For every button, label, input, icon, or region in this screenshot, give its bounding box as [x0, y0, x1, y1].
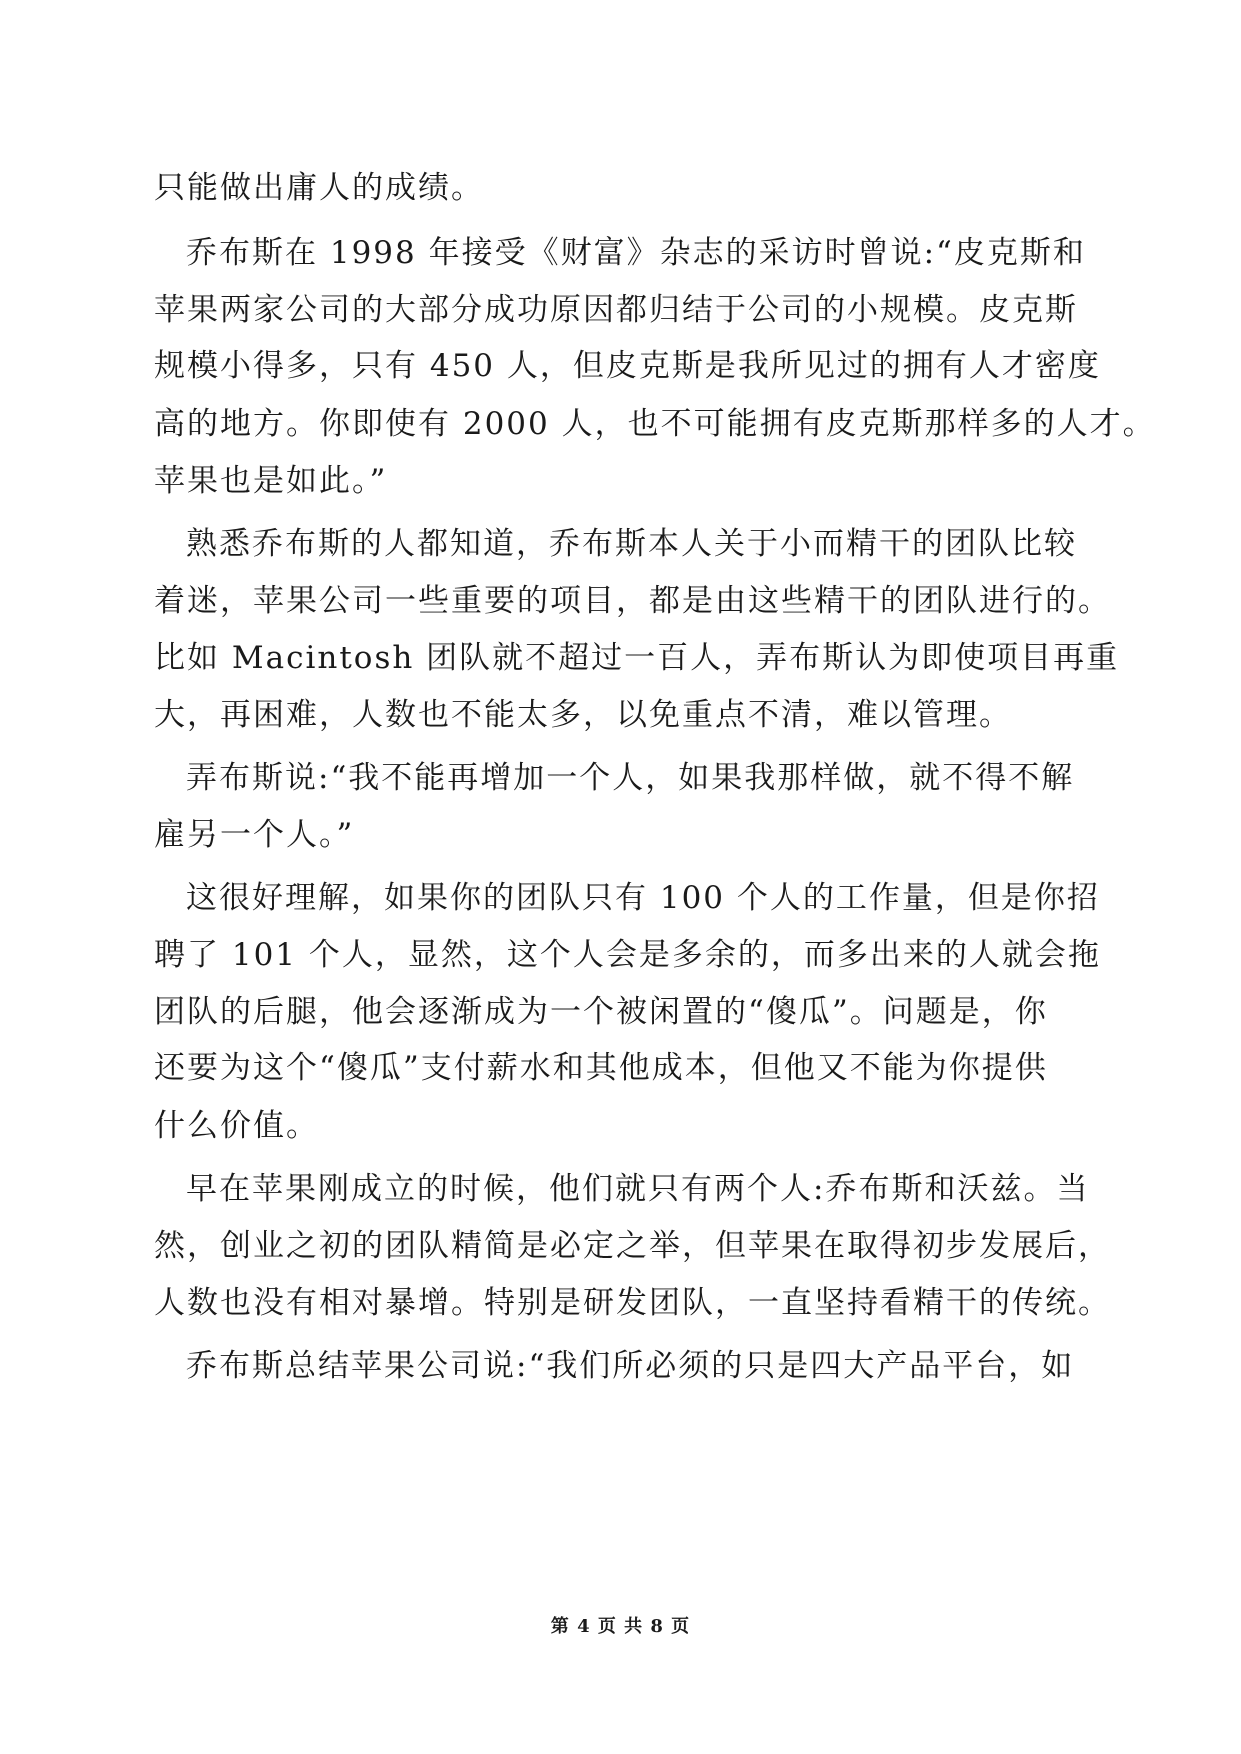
text-line: 苹果两家公司的大部分成功原因都归结于公司的小规模。皮克斯	[154, 292, 1078, 328]
text-line: 团队的后腿，他会逐渐成为一个被闲置的“傻瓜”。问题是，你	[154, 994, 1048, 1030]
text-line: 乔布斯在 1998 年接受《财富》杂志的采访时曾说:“皮克斯和	[186, 235, 1086, 271]
text-line: 这很好理解，如果你的团队只有 100 个人的工作量，但是你招	[186, 880, 1100, 916]
text-line: 弄布斯说:“我不能再增加一个人，如果我那样做，就不得不解	[186, 760, 1075, 796]
text-line: 规模小得多，只有 450 人，但皮克斯是我所见过的拥有人才密度	[154, 348, 1101, 384]
text-line: 高的地方。你即使有 2000 人，也不可能拥有皮克斯那样多的人才。	[154, 406, 1156, 442]
text-line: 雇另一个人。”	[154, 817, 355, 853]
text-line: 然，创业之初的团队精简是必定之举，但苹果在取得初步发展后，	[154, 1228, 1111, 1264]
page-footer: 第 4 页 共 8 页	[550, 1616, 691, 1637]
text-line: 还要为这个“傻瓜”支付薪水和其他成本，但他又不能为你提供	[154, 1050, 1048, 1086]
text-line: 人数也没有相对暴增。特别是研发团队，一直坚持看精干的传统。	[154, 1285, 1111, 1321]
text-line: 苹果也是如此。”	[154, 463, 388, 499]
text-line: 大，再困难，人数也不能太多，以免重点不清，难以管理。	[154, 697, 1012, 733]
text-line: 比如 Macintosh 团队就不超过一百人，弄布斯认为即使项目再重	[154, 640, 1120, 676]
text-line: 乔布斯总结苹果公司说:“我们所必须的只是四大产品平台，如	[186, 1348, 1075, 1384]
text-line: 着迷，苹果公司一些重要的项目，都是由这些精干的团队进行的。	[154, 583, 1111, 619]
text-line: 早在苹果刚成立的时候，他们就只有两个人:乔布斯和沃兹。当	[186, 1171, 1090, 1207]
text-line: 什么价值。	[154, 1108, 319, 1144]
text-line: 熟悉乔布斯的人都知道，乔布斯本人关于小而精干的团队比较	[186, 526, 1077, 562]
text-line: 聘了 101 个人，显然，这个人会是多余的，而多出来的人就会拖	[154, 937, 1101, 973]
text-line: 只能做出庸人的成绩。	[154, 170, 484, 206]
